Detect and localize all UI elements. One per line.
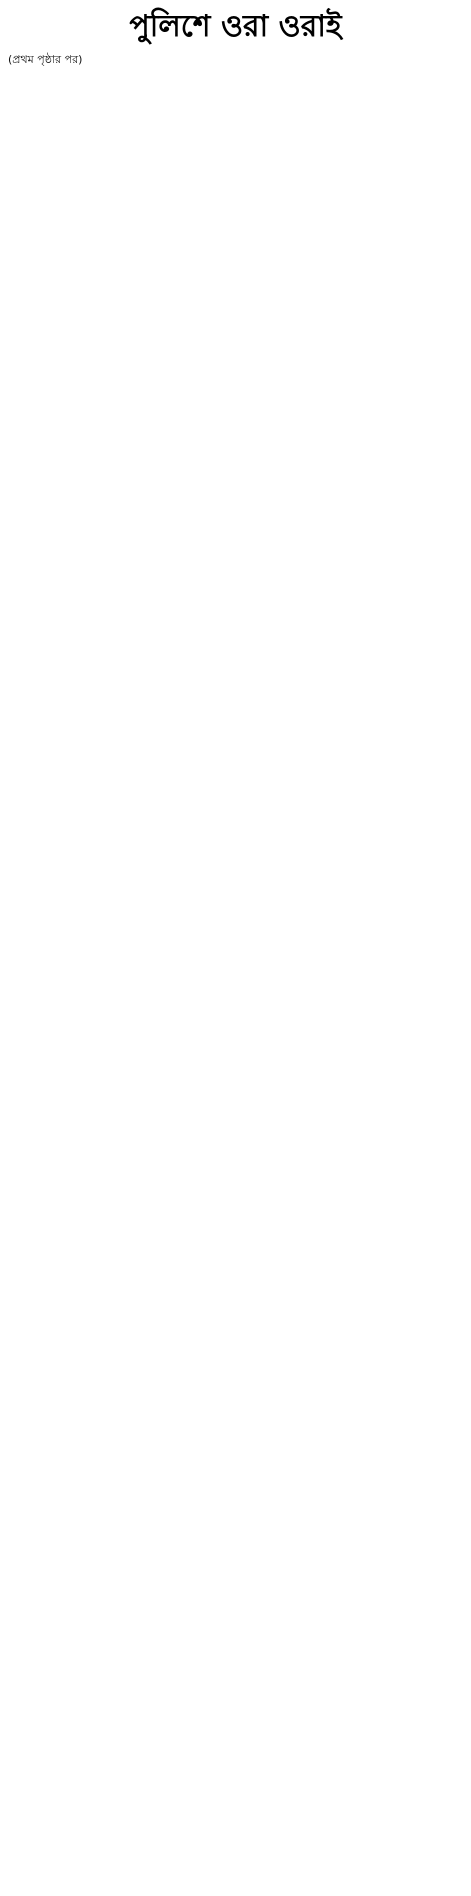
jump-note: (প্রথম পৃষ্ঠার পর): [8, 53, 83, 66]
article-paragraph: [8, 754, 463, 972]
article-body: [8, 52, 463, 1890]
article-paragraph: [8, 1812, 463, 1874]
article-headline: পুলিশে ওরা ওরাই: [129, 9, 342, 44]
article-credit: [8, 1874, 463, 1890]
article-paragraph: [8, 1500, 463, 1812]
article-paragraph: [8, 972, 463, 1500]
article-paragraph: [8, 52, 463, 754]
